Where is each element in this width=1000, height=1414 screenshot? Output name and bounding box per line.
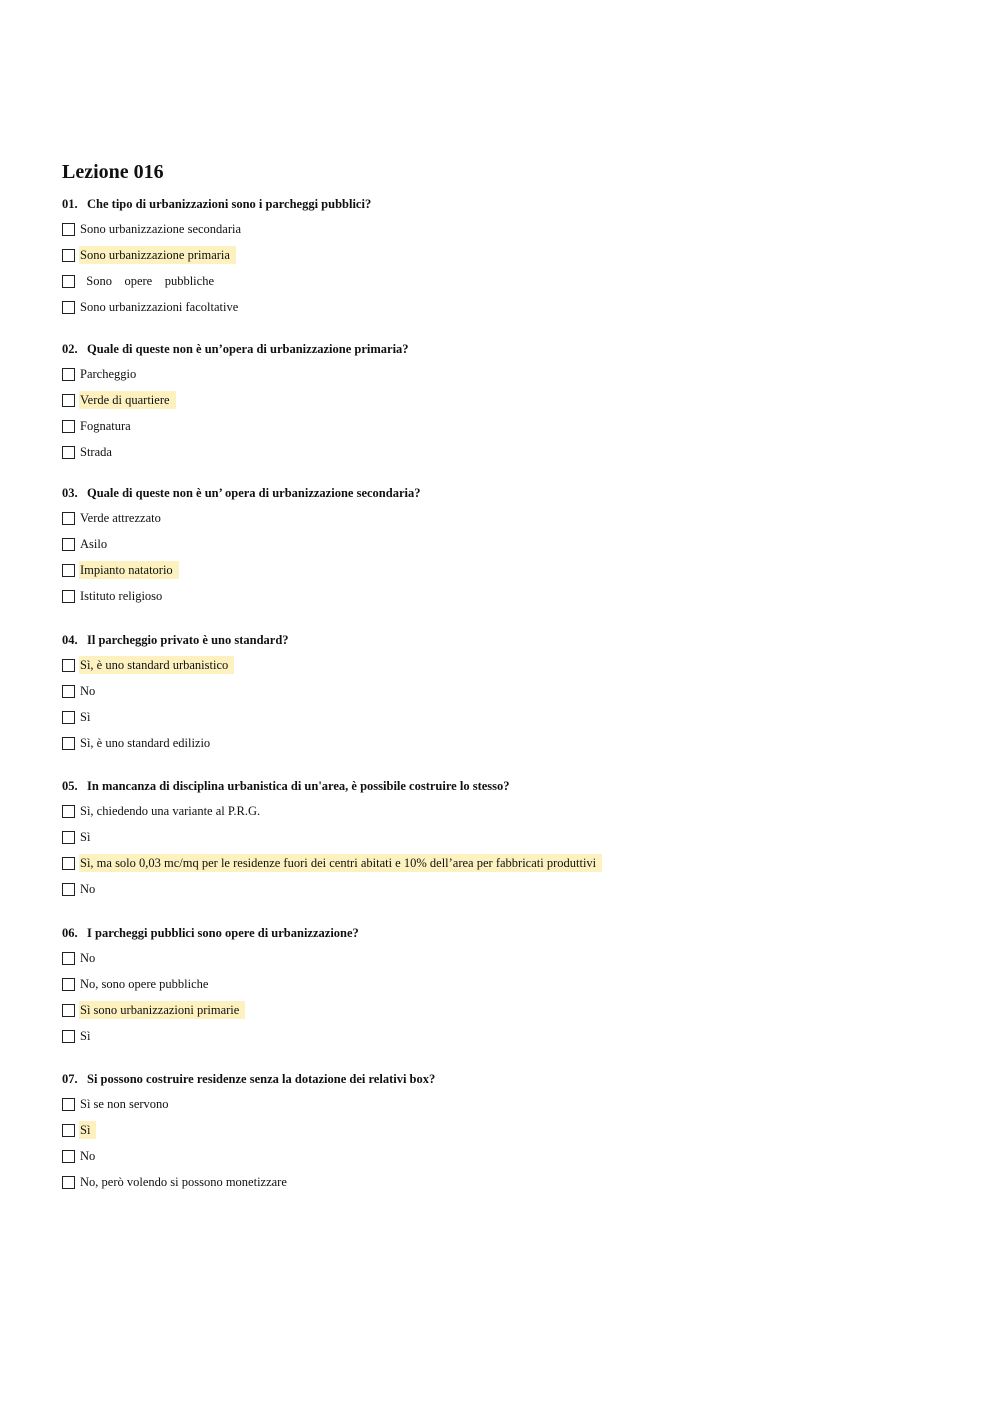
question-block [62, 631, 962, 760]
checkbox[interactable] [62, 368, 75, 381]
question-text [62, 1070, 962, 1088]
answer-options [62, 1095, 962, 1191]
answer-label: No [80, 951, 96, 965]
question-block [62, 1070, 962, 1199]
answer-option[interactable] [62, 708, 962, 726]
checkbox[interactable] [62, 685, 75, 698]
answer-label: Istituto religioso [80, 589, 163, 603]
answer-option[interactable] [62, 509, 962, 527]
answer-options [62, 365, 962, 461]
answer-option[interactable] [62, 1027, 962, 1045]
question-number: 01. [62, 197, 78, 211]
question-text [62, 924, 962, 942]
answer-label: No, sono opere pubbliche [80, 977, 209, 991]
answer-option[interactable] [62, 365, 962, 383]
checkbox[interactable] [62, 590, 75, 603]
answer-option[interactable] [62, 561, 962, 579]
question-number: 07. [62, 1072, 78, 1086]
answer-label-highlighted: Sì, è uno standard urbanistico [79, 656, 234, 674]
question-label: Quale di queste non è un’opera di urbanizzazione primaria? [87, 342, 409, 356]
page-title: Lezione 016 [62, 161, 164, 183]
answer-label: Sono urbanizzazioni facoltative [80, 300, 239, 314]
question-label: Il parcheggio privato è uno standard? [87, 633, 289, 647]
checkbox[interactable] [62, 420, 75, 433]
question-block [62, 924, 962, 1053]
answer-label: Verde attrezzato [80, 511, 161, 525]
answer-option[interactable] [62, 246, 962, 264]
answer-label: No, però volendo si possono monetizzare [80, 1175, 287, 1189]
answer-label: No [80, 882, 96, 896]
question-label: In mancanza di disciplina urbanistica di un'area, è possibile costruire lo stesso? [87, 779, 510, 793]
checkbox[interactable] [62, 223, 75, 236]
answer-option[interactable] [62, 1095, 962, 1113]
answer-label-highlighted: Sono urbanizzazione primaria [79, 246, 236, 264]
question-number: 03. [62, 486, 78, 500]
checkbox[interactable] [62, 1124, 75, 1137]
question-label: Si possono costruire residenze senza la dotazione dei relativi box? [87, 1072, 436, 1086]
answer-option[interactable] [62, 1121, 962, 1139]
answer-option[interactable] [62, 802, 962, 820]
answer-option[interactable] [62, 880, 962, 898]
checkbox[interactable] [62, 883, 75, 896]
answer-option[interactable] [62, 975, 962, 993]
checkbox[interactable] [62, 711, 75, 724]
question-text [62, 777, 962, 795]
question-block [62, 777, 962, 906]
checkbox[interactable] [62, 394, 75, 407]
checkbox[interactable] [62, 978, 75, 991]
checkbox[interactable] [62, 538, 75, 551]
answer-options [62, 949, 962, 1045]
answer-option[interactable] [62, 587, 962, 605]
answer-options [62, 656, 962, 752]
answer-label: Strada [80, 445, 112, 459]
question-number: 05. [62, 779, 78, 793]
question-block [62, 484, 962, 613]
answer-label-highlighted: Verde di quartiere [79, 391, 176, 409]
answer-label: No [80, 1149, 96, 1163]
answer-option[interactable] [62, 220, 962, 238]
answer-label: Fognatura [80, 419, 131, 433]
answer-label: Sono opere pubbliche [80, 274, 215, 288]
answer-options [62, 509, 962, 605]
checkbox[interactable] [62, 805, 75, 818]
question-number: 02. [62, 342, 78, 356]
checkbox[interactable] [62, 831, 75, 844]
checkbox[interactable] [62, 512, 75, 525]
question-number: 06. [62, 926, 78, 940]
answer-label: Sì se non servono [80, 1097, 169, 1111]
question-text [62, 631, 962, 649]
answer-option[interactable] [62, 949, 962, 967]
checkbox[interactable] [62, 659, 75, 672]
answer-label: Sono urbanizzazione secondaria [80, 222, 242, 236]
question-block [62, 340, 962, 469]
answer-option[interactable] [62, 1001, 962, 1019]
answer-options [62, 220, 962, 316]
checkbox[interactable] [62, 275, 75, 288]
answer-option[interactable] [62, 391, 962, 409]
checkbox[interactable] [62, 446, 75, 459]
answer-options [62, 802, 962, 898]
answer-option[interactable] [62, 828, 962, 846]
answer-label: Sì [80, 830, 91, 844]
answer-option[interactable] [62, 1147, 962, 1165]
answer-label: Asilo [80, 537, 108, 551]
answer-label-highlighted: Sì [79, 1121, 96, 1139]
answer-option[interactable] [62, 734, 962, 752]
answer-option[interactable] [62, 272, 962, 290]
answer-label: Sì, chiedendo una variante al P.R.G. [80, 804, 261, 818]
checkbox[interactable] [62, 1030, 75, 1043]
answer-label-highlighted: Impianto natatorio [79, 561, 179, 579]
answer-option[interactable] [62, 535, 962, 553]
answer-label: Sì [80, 710, 91, 724]
answer-option[interactable] [62, 417, 962, 435]
question-label: Che tipo di urbanizzazioni sono i parcheggi pubblici? [87, 197, 372, 211]
checkbox[interactable] [62, 857, 75, 870]
checkbox[interactable] [62, 1004, 75, 1017]
answer-option[interactable] [62, 854, 962, 872]
question-block [62, 195, 962, 324]
question-label: Quale di queste non è un’ opera di urbanizzazione secondaria? [87, 486, 421, 500]
checkbox[interactable] [62, 301, 75, 314]
question-text [62, 340, 962, 358]
answer-label: Sì [80, 1029, 91, 1043]
answer-option[interactable] [62, 656, 962, 674]
answer-label-highlighted: Sì sono urbanizzazioni primarie [79, 1001, 245, 1019]
question-label: I parcheggi pubblici sono opere di urbanizzazione? [87, 926, 359, 940]
checkbox[interactable] [62, 1098, 75, 1111]
checkbox[interactable] [62, 1176, 75, 1189]
checkbox[interactable] [62, 1150, 75, 1163]
answer-option[interactable] [62, 443, 962, 461]
question-text [62, 195, 962, 213]
answer-label: Sì, è uno standard edilizio [80, 736, 211, 750]
question-text [62, 484, 962, 502]
checkbox[interactable] [62, 564, 75, 577]
checkbox[interactable] [62, 737, 75, 750]
answer-label-highlighted: Sì, ma solo 0,03 mc/mq per le residenze fuori dei centri abitati e 10% dell’area per fabbricati produttivi [79, 854, 602, 872]
checkbox[interactable] [62, 249, 75, 262]
answer-label: Parcheggio [80, 367, 137, 381]
answer-option[interactable] [62, 298, 962, 316]
answer-label: No [80, 684, 96, 698]
answer-option[interactable] [62, 1173, 962, 1191]
checkbox[interactable] [62, 952, 75, 965]
answer-option[interactable] [62, 682, 962, 700]
question-number: 04. [62, 633, 78, 647]
